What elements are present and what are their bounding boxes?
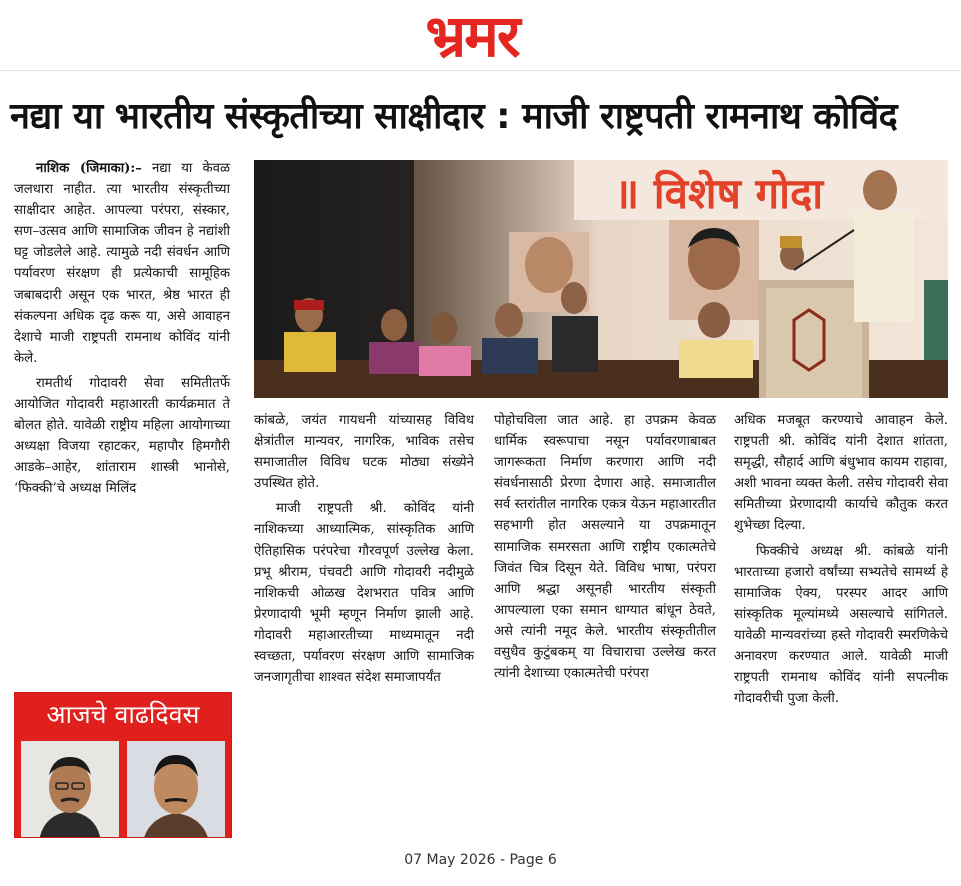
- birthday-box: [14, 692, 232, 838]
- article-column-2: [254, 410, 474, 688]
- person-portrait-icon: [21, 741, 119, 838]
- article-column-3: [494, 410, 716, 684]
- masthead: [0, 0, 961, 78]
- birthday-photo-1: [21, 741, 119, 838]
- page-footer: 07 May 2026 - Page 6: [404, 852, 557, 868]
- article-paragraph: माजी राष्ट्रपती श्री. कोविंद यांनी नाशिकच्या आध्यात्मिक, सांस्कृतिक आणि ऐतिहासिक परंपरेचा गौरवपूर्ण उल्लेख केला. प्रभू श्रीराम, पंचवटी आणि गोदावरी नदीमुळे नाशिकची ओळख देशभरात पवित्र आणि प्रेरणादायी भूमी म्हणून निर्माण झाली आहे. गोदावरी महाआरतीच्या माध्यमातून नदी स्वच्छता, पर्यावरण संरक्षण आणि सामाजिक जनजागृतीचा शाश्वत संदेश समाजापर्यंत: [254, 501, 474, 686]
- event-photo: [254, 160, 948, 398]
- birthday-photo-2: [127, 741, 225, 838]
- article-paragraph: पोहोचविला जात आहे. हा उपक्रम केवळ धार्मिक स्वरूपाचा नसून पर्यावरणाबाबत जागरूकता निर्माण करणारा आणि नदी संवर्धनासाठी प्रेरणा देणारा आहे. समाजातील सर्व स्तरांतील नागरिक एकत्र येऊन महाआरतीत सहभागी होत असल्याने या उपक्रमातून सामाजिक समरसता आणि राष्ट्रीय एकात्मतेचे जिवंत चित्र दिसून येते. विविध भाषा, परंपरा आणि श्रद्धा असूनही भारतीय संस्कृती आपल्याला एका समान धाग्यात बांधून ठेवते, असे त्यांनी नमूद केले. भारतीय संस्कृतीतील वसुधैव कुटुंबकम् या विचाराचा उल्लेख करत त्यांनी देशाच्या एकात्मतेची परंपरा: [494, 413, 716, 682]
- masthead-divider: [0, 70, 961, 71]
- dateline: नाशिक (जिमाका):–: [36, 161, 142, 176]
- article-paragraph: [14, 158, 230, 369]
- banner-text: ॥ विशेष गोदा: [614, 169, 824, 218]
- article-paragraph: रामतीर्थ गोदावरी सेवा समितीतर्फे आयोजित गोदावरी महाआरती कार्यक्रमात ते बोलत होते. यावेळी राष्ट्रीय महिला आयोगाच्या अध्यक्षा विजया रहाटकर, महापौर हिमगौरी आडके–आहेर, शांताराम शास्त्री भानोसे, ‘फिक्की’चे अध्यक्ष मिलिंद: [14, 375, 230, 497]
- bhramar-logo: [370, 2, 575, 66]
- article-paragraph: अधिक मजबूत करण्याचे आवाहन केले. राष्ट्रपती श्री. कोविंद यांनी देशात शांतता, समृद्धी, सौहार्द आणि बंधुभाव कायम राहावा, अशी भावना व्यक्त केली. तसेच गोदावरी सेवा समितीच्या प्रेरणादायी कार्याचे कौतुक करत शुभेच्छा दिल्या.: [734, 413, 948, 534]
- article-paragraph: फिक्कीचे अध्यक्ष श्री. कांबळे यांनी भारताच्या हजारो वर्षांच्या सभ्यतेचे सामर्थ्य हे सामाजिक ऐक्य, परस्पर आदर आणि सांस्कृतिक मूल्यांमध्ये असल्याचे सांगितले. यावेळी मान्यवरांच्या हस्ते गोदावरी स्मरणिकेचे अनावरण करण्यात आले. यावेळी माजी राष्ट्रपती रामनाथ कोविंद यांनी सपत्नीक गोदावरीची पुजा केली.: [734, 543, 948, 707]
- person-portrait-icon: [127, 741, 225, 838]
- headline: नद्या या भारतीय संस्कृतीच्या साक्षीदार : माजी राष्ट्रपती रामनाथ कोविंद: [10, 96, 898, 137]
- logo-text: भ्रमर: [425, 2, 519, 66]
- stage-photo-illustration: [254, 160, 948, 398]
- article-column-4: [734, 410, 948, 709]
- article-column-1: [14, 158, 230, 500]
- birthday-title: आजचे वाढदिवस: [46, 700, 200, 729]
- lead-text: नद्या या केवळ जलधारा नाहीत. त्या भारतीय संस्कृतीच्या साक्षीदार आहेत. आपल्या परंपरा, संस्कार, सण–उत्सव आणि सामाजिक जीवन हे नद्यांशी घट्ट जोडलेले आहे. त्यामुळे नदी संवर्धन आणि पर्यावरण संरक्षण ही प्रत्येकाची सामूहिक जबाबदारी असून एक भारत, श्रेष्ठ भारत ही संकल्पना अधिक दृढ करू या, असे आवाहन देशाचे माजी राष्ट्रपती रामनाथ कोविंद यांनी केले.: [14, 161, 230, 366]
- article-paragraph: कांबळे, जयंत गायधनी यांच्यासह विविध क्षेत्रांतील मान्यवर, नागरिक, भाविक तसेच समाजातील विविध घटक मोठ्या संख्येने उपस्थित होते.: [254, 413, 474, 492]
